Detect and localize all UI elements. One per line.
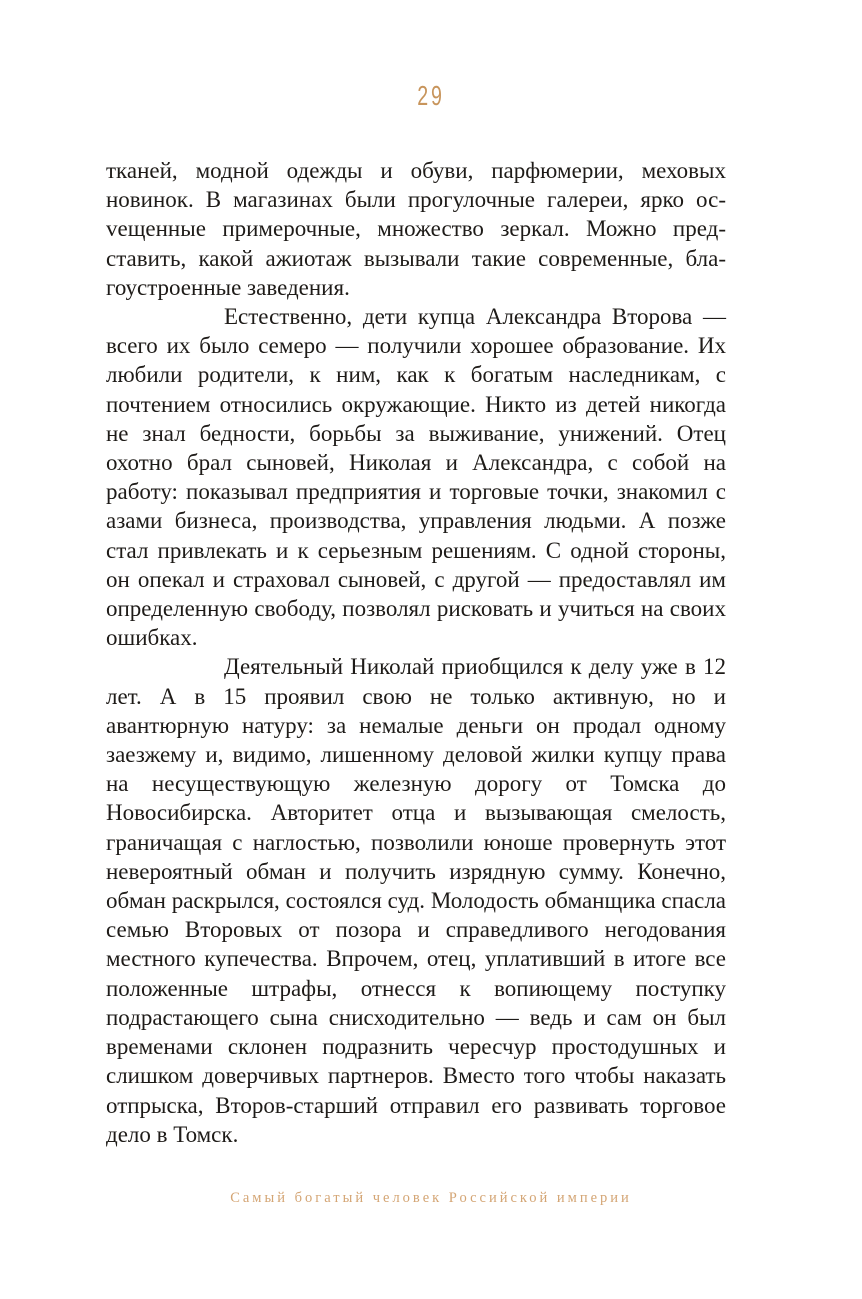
paragraph: Деятельный Николай приобщился к делу уже в 12 лет. А в 15 проявил свою не только активную, но и авантюрную натуру: за немалые деньги он продал одному заезжему и, видимо, лишенному деловой жилки купцу права на несуществующую железную дорогу от Томска до Новосибирска. Авторитет отца и вызывающая смелость, граничащая с наглостью, позволили юноше провернуть этот невероятный обман и получить изрядную сумму. Конечно, обман раскрылся, состоялся суд. Молодость обманщика спасла семью Второвых от позора и справедливого негодования местного купечества. Впрочем, отец, уплативший в итоге все положенные штрафы, отнесся к вопиющему поступку подрастающего сына снисходительно — ведь и сам он был временами склонен подразнить чересчур простодушных и слишком доверчивых партнеров. Вместо того чтобы наказать отпрыска, Второв-старший отправил его развивать торговое дело в Томск.: [106, 654, 726, 1147]
body-text: [106, 156, 726, 1149]
running-footer: Самый богатый человек Российской империи: [230, 1190, 632, 1206]
paragraph: Естественно, дети купца Александра Второва — всего их было семеро — получили хорошее образование. Их любили родители, к ним, как к богатым наследникам, с почтением относились окружающие. Никто из детей никогда не знал бедности, борьбы за выживание, унижений. Отец охотно брал сыновей, Николая и Александра, с собой на работу: показывал предприятия и торговые точки, знакомил с азами бизнеса, производства, управления людьми. А позже стал привлекать и к серьезным решениям. С одной стороны, он опекал и страховал сыновей, с другой — предоставлял им определенную свободу, позволял рисковать и учиться на своих ошибках.: [106, 304, 726, 651]
paragraph: тканей, модной одежды и обуви, парфюмерии, меховых новинок. В магазинах были прогулочные галереи, ярко осvещенные примерочные, множество зеркал. Можно представить, какой ажиотаж вызывали такие современные, благоустроенные заведения.: [106, 158, 726, 300]
page-number: 29: [417, 80, 445, 111]
